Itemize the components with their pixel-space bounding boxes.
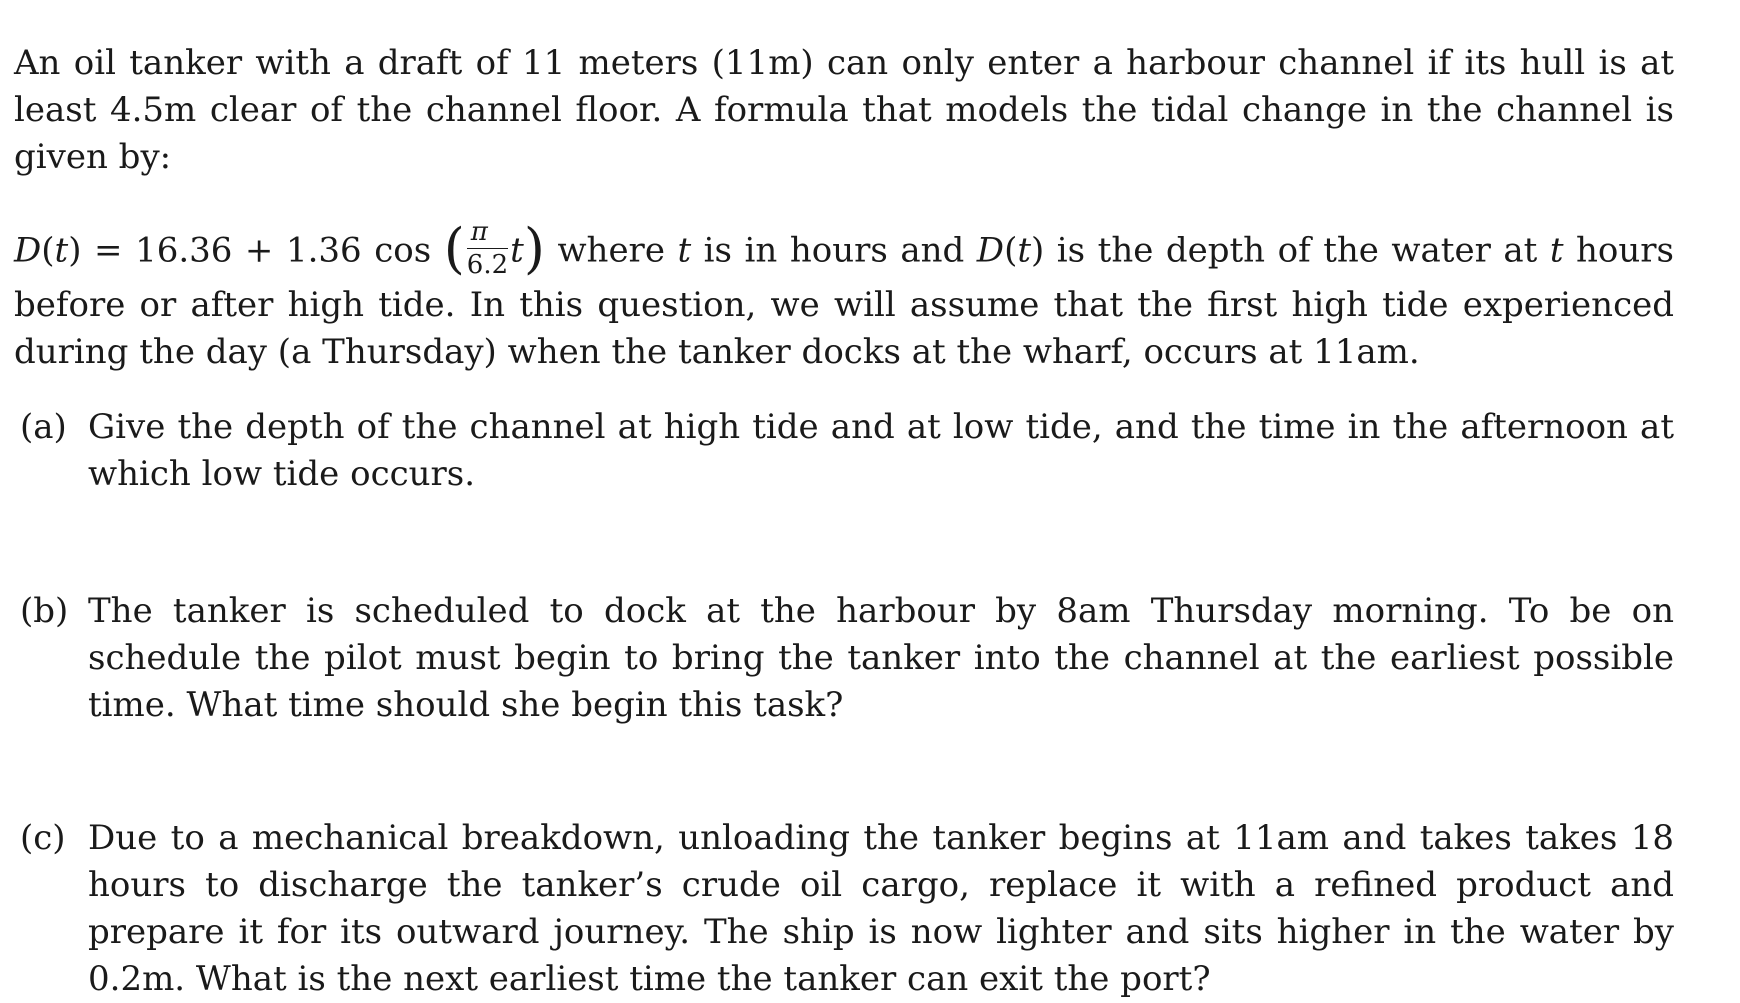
formula-left-paren: ( (443, 216, 465, 280)
question-label-a: (a) (20, 407, 67, 447)
formula-lhs-var: t (54, 230, 69, 271)
question-list (14, 404, 1674, 1003)
formula-depth-fn: D(t) (976, 230, 1045, 271)
question-item-c (14, 815, 1674, 1003)
intro-paragraph: An oil tanker with a draft of 11 meters (11m) can only enter a harbour channel if its hull is at least 4.5m clear of the channel floor. A formula that models the tidal change in the channel is given by: (14, 43, 1674, 177)
question-label-b: (b) (20, 591, 69, 631)
formula-frac-denominator: 6.2 (466, 250, 509, 280)
question-text-a: Give the depth of the channel at high tide and at low tide, and the time in the afternoon at which low tide occurs. (88, 407, 1674, 494)
question-label-c: (c) (20, 818, 66, 858)
formula-equals: = (94, 230, 123, 271)
question-text-c: Due to a mechanical breakdown, unloading the tanker begins at 11am and takes takes 18 hours to discharge the tanker’s crude oil cargo, replace it with a refined product and prepare it for its outward journey. The ship is now lighter and sits higher in the water by 0.2m. What is the next earliest time the tanker can exit the port? (88, 818, 1674, 999)
formula-paragraph (14, 216, 1674, 376)
formula-text-depth: is the depth of the water at (1044, 230, 1550, 271)
formula-var-t: t (677, 230, 692, 271)
question-item-b (14, 588, 1674, 729)
formula-text-rest: hours before or after high tide. In this question, we will assume that the first high tide experienced during the day (a Thursday) when the tanker docks at the wharf, occurs at 11am. (14, 230, 1674, 372)
formula-lhs: D(t) (14, 230, 82, 271)
formula-frac-numerator: π (467, 219, 508, 249)
formula-lhs-fn: D (14, 230, 42, 271)
formula-arg-var: t (510, 230, 524, 271)
formula-var-t-2: t (1549, 230, 1564, 271)
formula-right-paren: ) (523, 216, 545, 280)
formula-constant: 16.36 + 1.36 (135, 230, 362, 271)
formula-text-hours: is in hours and (691, 230, 977, 271)
question-item-a (14, 404, 1674, 498)
formula-fraction (467, 219, 508, 278)
formula-cos: cos (374, 230, 432, 271)
document-page (14, 40, 1674, 1003)
question-text-b: The tanker is scheduled to dock at the harbour by 8am Thursday morning. To be on schedule the pilot must begin to bring the tanker into the channel at the earliest possible time. What time should she begin this task? (88, 591, 1674, 725)
formula-text-where: where (544, 230, 678, 271)
